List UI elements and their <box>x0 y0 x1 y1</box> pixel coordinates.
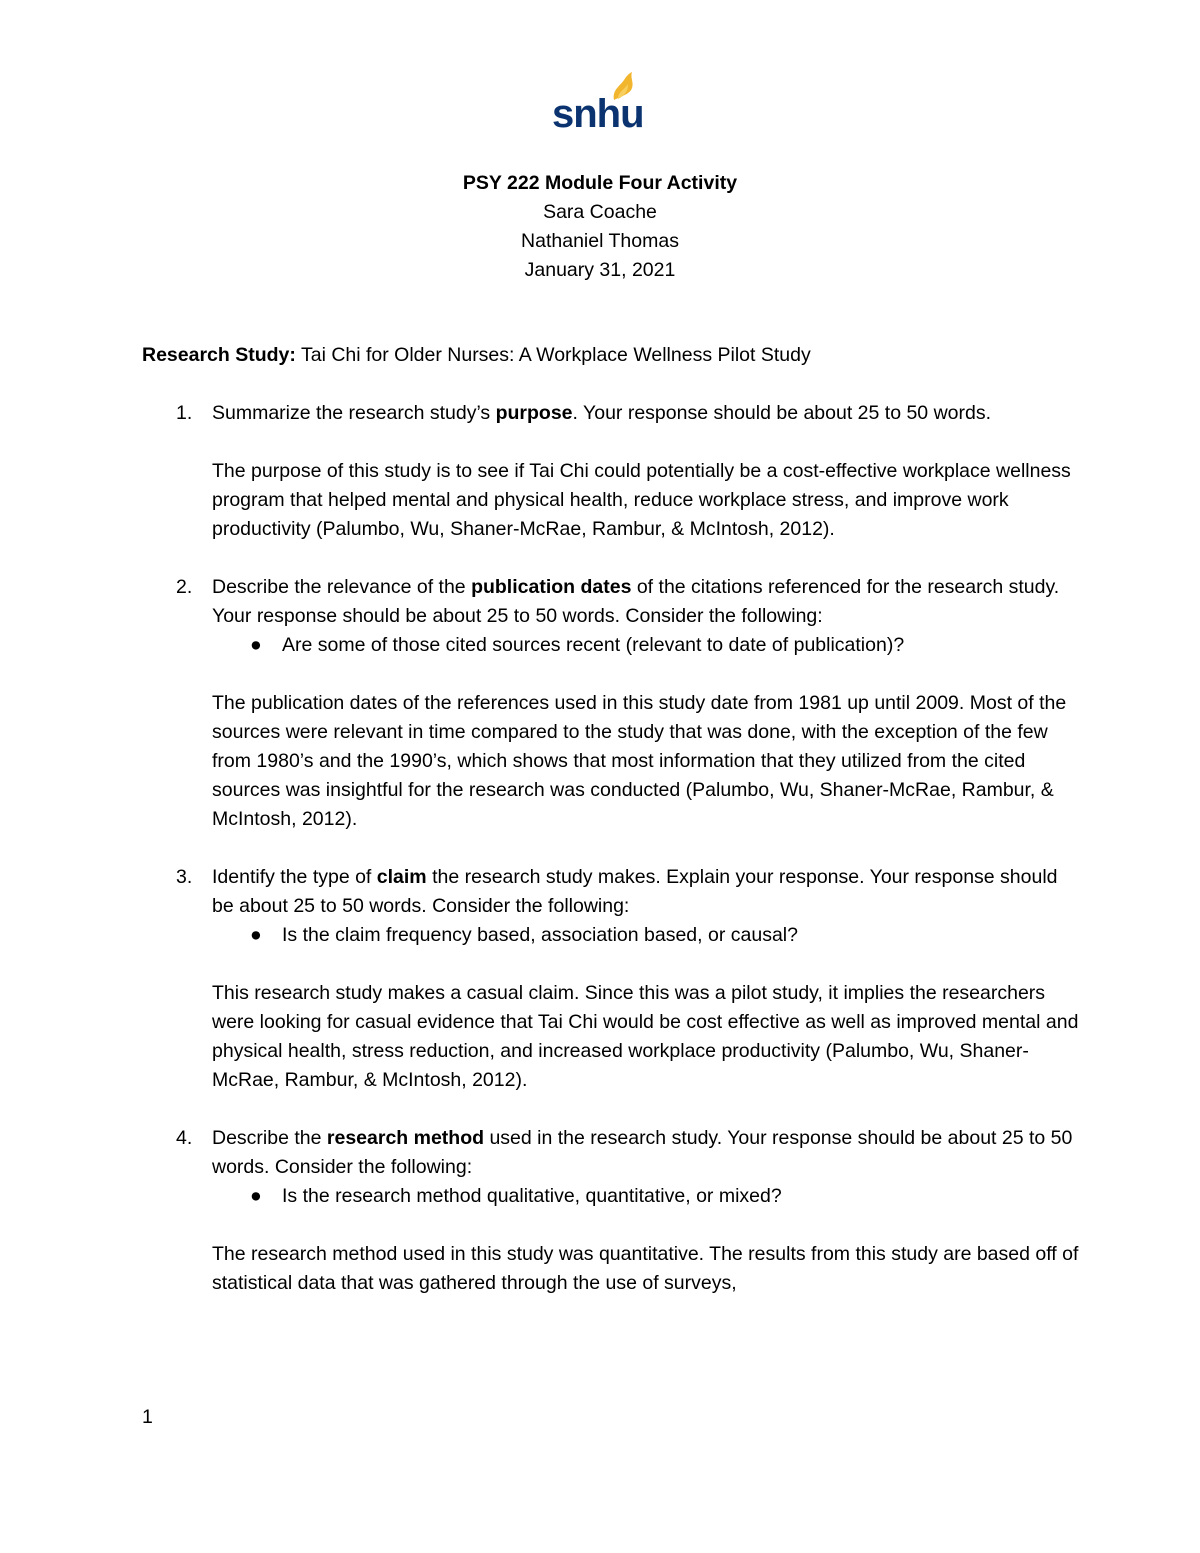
prompt-text: used in the research study. Your response should be about 25 to 50 words. Consider the following: <box>212 1127 1073 1178</box>
prompt-keyword: purpose <box>495 402 573 424</box>
question-number: 2. <box>176 576 193 598</box>
question-item <box>142 863 1082 1095</box>
logo-wordmark: snhu <box>552 92 644 136</box>
bullet-text: Is the research method qualitative, quantitative, or mixed? <box>282 1185 782 1207</box>
answer-paragraph: The purpose of this study is to see if Tai Chi could potentially be a cost-effective workplace wellness program that helped mental and physical health, reduce workplace stress, and improve work productivity (Palumbo, Wu, Shaner-McRae, Rambur, & McIntosh, 2012). <box>212 460 1071 540</box>
bullet-text: Are some of those cited sources recent (relevant to date of publication)? <box>282 634 905 656</box>
bullet-icon: ● <box>250 924 262 946</box>
prompt-text: the research study makes. Explain your response. Your response should be about 25 to 50 words. Consider the following: <box>212 866 1058 917</box>
question-prompt <box>212 399 1082 428</box>
prompt-text: Describe the <box>212 1127 327 1149</box>
question-number: 1. <box>176 402 193 424</box>
title-block <box>0 169 1200 285</box>
question-number: 3. <box>176 866 193 888</box>
prompt-text: Summarize the research study’s <box>212 402 496 424</box>
answer-paragraph: The research method used in this study was quantitative. The results from this study are based off of statistical data that was gathered through the use of surveys, <box>212 1243 1079 1294</box>
research-study-label: Research Study: <box>142 344 296 366</box>
question-prompt <box>212 863 1082 921</box>
bullet-icon: ● <box>250 634 262 656</box>
question-number: 4. <box>176 1127 193 1149</box>
prompt-keyword: research method <box>326 1127 485 1149</box>
document-date: January 31, 2021 <box>524 259 676 281</box>
instructor-name: Nathaniel Thomas <box>521 230 679 252</box>
prompt-text: . Your response should be about 25 to 50 words. <box>572 402 992 424</box>
question-item <box>142 573 1082 834</box>
author-name: Sara Coache <box>543 201 657 223</box>
consider-bullet <box>212 631 1082 660</box>
snhu-logo <box>552 72 642 134</box>
bullet-icon: ● <box>250 1185 262 1207</box>
bullet-text: Is the claim frequency based, association based, or causal? <box>282 924 798 946</box>
prompt-text: Describe the relevance of the <box>212 576 472 598</box>
question-item <box>142 1124 1082 1298</box>
question-prompt <box>212 573 1082 631</box>
research-study-line <box>142 341 1082 370</box>
research-study-title: Tai Chi for Older Nurses: A Workplace Wellness Pilot Study <box>300 344 811 366</box>
question-prompt <box>212 1124 1082 1182</box>
prompt-text: Identify the type of <box>212 866 377 888</box>
consider-bullet <box>212 1182 1082 1211</box>
consider-bullet <box>212 921 1082 950</box>
page-number: 1 <box>142 1406 153 1428</box>
prompt-keyword: publication dates <box>471 576 632 598</box>
document-body <box>142 341 1082 1327</box>
document-title: PSY 222 Module Four Activity <box>462 172 738 194</box>
question-list <box>142 399 1082 1298</box>
prompt-text: of the citations referenced for the research study. Your response should be about 25 to 50 words. Consider the following: <box>212 576 1060 627</box>
answer-paragraph: This research study makes a casual claim. Since this was a pilot study, it implies the researchers were looking for casual evidence that Tai Chi would be cost effective as well as improved mental and physical health, stress reduction, and increased workplace productivity (Palumbo, Wu, Shaner-McRae, Rambur, & McIntosh, 2012). <box>212 982 1079 1091</box>
answer-paragraph: The publication dates of the references used in this study date from 1981 up until 2009. Most of the sources were relevant in time compared to the study that was done, with the exception of the few from 1980’s and the 1990’s, which shows that most information that they utilized from the cited sources was insightful for the research was conducted (Palumbo, Wu, Shaner-McRae, Rambur, & McIntosh, 2012). <box>212 692 1067 830</box>
prompt-keyword: claim <box>376 866 427 888</box>
question-item <box>142 399 1082 544</box>
